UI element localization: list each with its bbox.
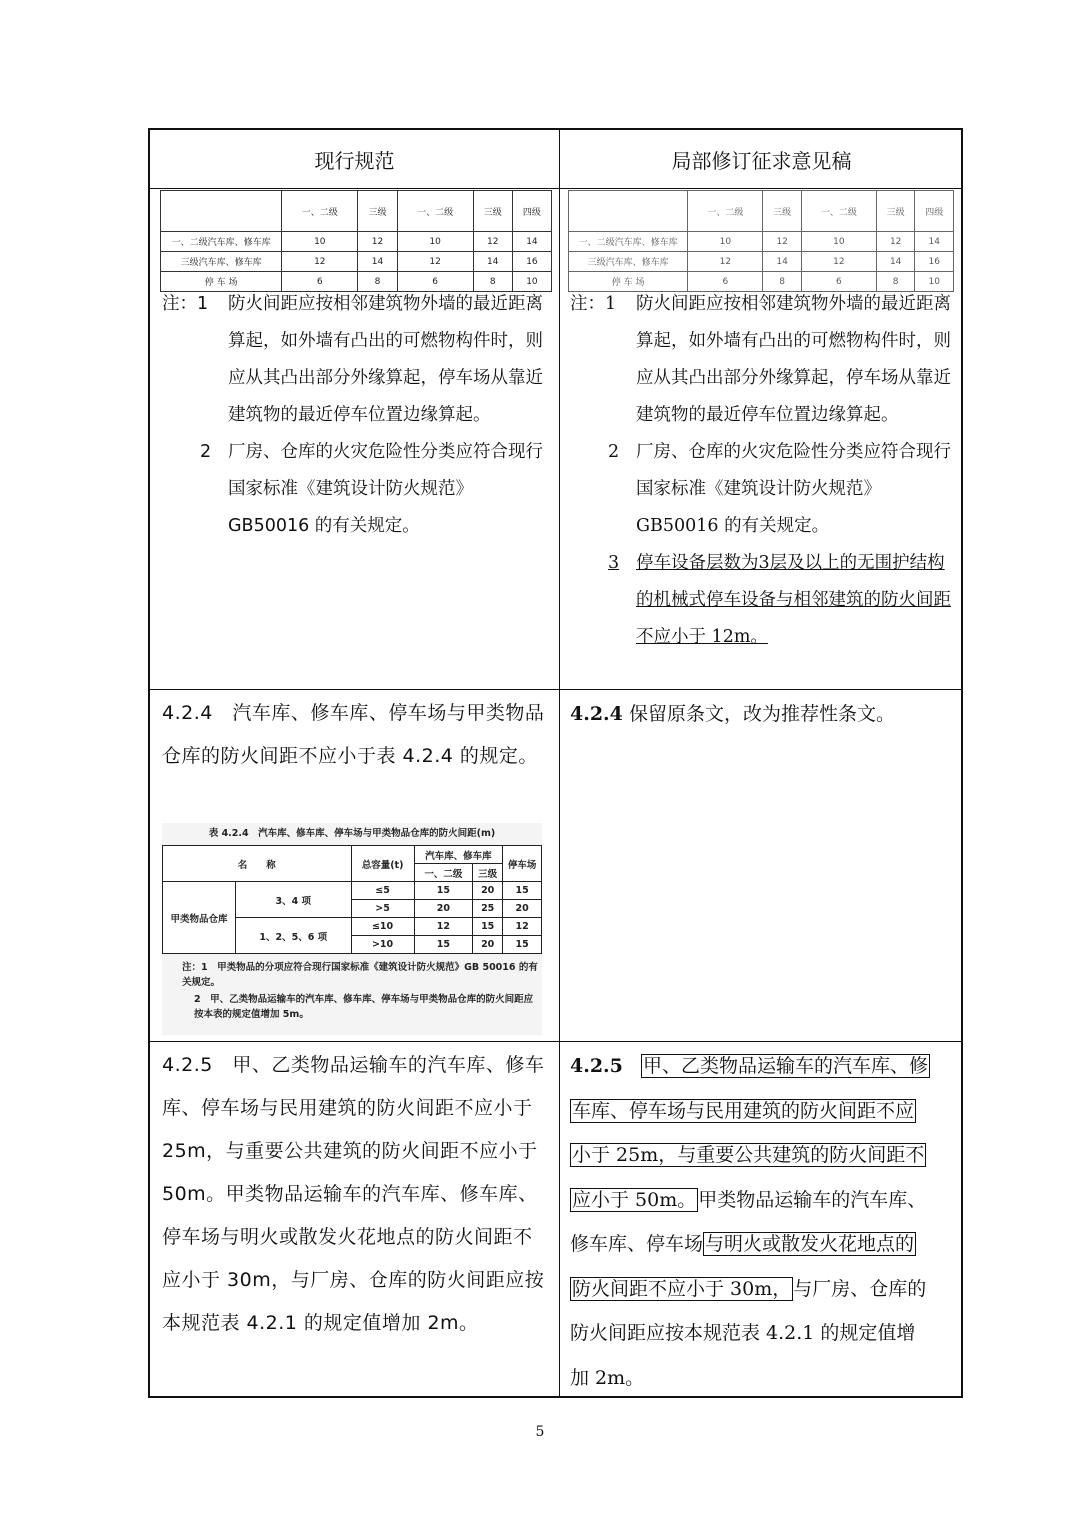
boxed-text: 甲、乙类物品运输车的汽车库、修 <box>643 1055 929 1077</box>
note-2-text: 厂房、仓库的火灾危险性分类应符合现行国家标准《建筑设计防火规范》GB50016 的有关规定。 <box>636 442 951 536</box>
col-garage: 汽车库、修车库 <box>414 846 503 864</box>
table-cell: 10 <box>801 232 876 252</box>
table-cell: 10 <box>512 272 551 292</box>
table-row <box>161 252 552 272</box>
table-cell: 6 <box>397 272 473 292</box>
table-header-cell: 一、二级 <box>397 191 473 232</box>
table-cell: 10 <box>915 272 954 292</box>
note-3-text-added: 停车设备层数为3层及以上的无围护结构的机械式停车设备与相邻建筑的防火间距不应小于 12m。 <box>636 553 951 647</box>
table-cell: 12 <box>763 232 802 252</box>
table-cell: 三级汽车库、修车库 <box>161 252 282 272</box>
clause-number: 4.2.5 <box>570 1055 623 1077</box>
note-1-text: 防火间距应按相邻建筑物外墙的最近距离算起，如外墙有凸出的可燃物构件时，则应从其凸出部分外缘算起，停车场从靠近建筑物的最近停车位置边缘算起。 <box>636 294 951 425</box>
table-cell: 12 <box>414 918 473 936</box>
table-header-cell: 一、二级 <box>282 191 358 232</box>
clause-text: 甲类物品运输车的汽车库、 <box>698 1188 927 1211</box>
table-cell: ≤10 <box>351 918 414 936</box>
note-2-text: 厂房、仓库的火灾危险性分类应符合现行国家标准《建筑设计防火规范》GB50016 的有关规定。 <box>228 442 543 536</box>
table-cell: 12 <box>801 252 876 272</box>
table-header-cell: 三级 <box>876 191 915 232</box>
comparison-table <box>148 128 963 1398</box>
notes-current <box>162 286 552 545</box>
table-cell: 12 <box>473 232 512 252</box>
table-header-cell <box>569 191 688 232</box>
table-cell: 15 <box>503 936 542 954</box>
table-cell: 25 <box>473 900 503 918</box>
clause-text: 加 2m。 <box>570 1366 645 1389</box>
table-footnote-2: 2 甲、乙类物品运输车的汽车库、修车库、停车场与甲类物品仓库的防火间距应按本表的规定值增加 5m。 <box>194 994 534 1020</box>
table-cell: 20 <box>414 900 473 918</box>
table-cell: 12 <box>688 252 763 272</box>
notes-revision <box>570 286 956 656</box>
table-cell: 20 <box>473 936 503 954</box>
table-header-cell: 四级 <box>512 191 551 232</box>
table-cell: 一、二级汽车库、修车库 <box>161 232 282 252</box>
boxed-text: 与明火或散发火花地点的 <box>705 1233 915 1255</box>
table-cell: 10 <box>397 232 473 252</box>
table-cell: 14 <box>763 252 802 272</box>
table-cell: 15 <box>414 936 473 954</box>
table-cell: 停 车 场 <box>569 272 688 292</box>
table-cell: 14 <box>876 252 915 272</box>
table-title: 表 4.2.4 汽车库、修车库、停车场与甲类物品仓库的防火间距(m) <box>208 828 496 839</box>
table-cell: >10 <box>351 936 414 954</box>
table-cell: 20 <box>473 882 503 900</box>
distance-table-current <box>160 190 552 292</box>
table-row <box>161 232 552 252</box>
clause-4-2-5-current: 4.2.5 甲、乙类物品运输车的汽车库、修车库、停车场与民用建筑的防火间距不应小于 25m，与重要公共建筑的防火间距不应小于 50m。甲类物品运输车的汽车库、修车库、停车场与明火或散发火花地点的防火间距不应小于 30m，与厂房、仓库的防火间距应按本规范表 4.2.1 的规定值增加 2m。 <box>162 1054 545 1334</box>
table-cell: 停 车 场 <box>161 272 282 292</box>
table-4-2-4-image <box>162 823 542 1035</box>
clause-4-2-4-revision <box>560 692 963 737</box>
row-divider <box>150 689 961 690</box>
header-current-code: 现行规范 <box>314 148 395 173</box>
boxed-text: 车库、停车场与民用建筑的防火间距不应 <box>572 1099 915 1122</box>
sub-group-label: 3、4 项 <box>236 882 352 918</box>
table-cell: 一、二级汽车库、修车库 <box>569 232 688 252</box>
table-cell: 10 <box>282 232 358 252</box>
table-header-cell: 一、二级 <box>688 191 763 232</box>
table-cell: >5 <box>351 900 414 918</box>
clause-text: 与厂房、仓库的 <box>793 1277 927 1300</box>
distance-table-revision <box>568 190 954 292</box>
header-divider <box>150 188 961 189</box>
boxed-text: 小于 25m，与重要公共建筑的防火间距不 <box>572 1144 925 1166</box>
header-revision-draft: 局部修订征求意见稿 <box>671 148 852 173</box>
note-prefix: 注：1 <box>162 294 209 314</box>
table-cell: 10 <box>688 232 763 252</box>
table-header-cell: 三级 <box>358 191 397 232</box>
note-2-number: 2 <box>608 442 620 462</box>
col-parking: 停车场 <box>503 846 542 882</box>
table-cell: 15 <box>414 882 473 900</box>
clause-4-2-4-current: 4.2.4 汽车库、修车库、停车场与甲类物品仓库的防火间距不应小于表 4.2.4 的规定。 <box>162 702 545 767</box>
table-cell: 三级汽车库、修车库 <box>569 252 688 272</box>
table-cell: 12 <box>282 252 358 272</box>
clause-text: 保留原条文，改为推荐性条文。 <box>628 703 895 725</box>
table-cell: 16 <box>512 252 551 272</box>
clause-text: 防火间距应按本规范表 4.2.1 的规定值增 <box>570 1322 916 1344</box>
table-cell: 6 <box>688 272 763 292</box>
table-row <box>569 252 954 272</box>
boxed-text: 防火间距不应小于 30m， <box>572 1277 792 1300</box>
table-cell: 15 <box>503 882 542 900</box>
table-cell: 14 <box>915 232 954 252</box>
table-cell: 12 <box>503 918 542 936</box>
table-cell: 8 <box>358 272 397 292</box>
clause-text: 修车库、停车场 <box>570 1233 704 1255</box>
table-cell: 16 <box>915 252 954 272</box>
clause-4-2-5-revision <box>560 1044 963 1400</box>
sub-group-label: 1、2、5、6 项 <box>236 918 352 954</box>
table-cell: 14 <box>473 252 512 272</box>
table-cell: 6 <box>282 272 358 292</box>
col-grade-1-2: 一、二级 <box>414 864 473 882</box>
note-prefix: 注：1 <box>570 294 617 314</box>
table-cell: 8 <box>473 272 512 292</box>
table-4-2-4 <box>162 845 542 954</box>
note-3-number: 3 <box>608 553 620 573</box>
table-cell: 20 <box>503 900 542 918</box>
table-cell: 8 <box>763 272 802 292</box>
table-cell: ≤5 <box>351 882 414 900</box>
page-number: 5 <box>535 1424 545 1440</box>
table-header-cell: 四级 <box>915 191 954 232</box>
row-divider <box>150 1041 961 1042</box>
table-header-cell: 一、二级 <box>801 191 876 232</box>
table-cell: 12 <box>876 232 915 252</box>
table-footnote-1: 注：1 甲类物品的分项应符合现行国家标准《建筑设计防火规范》GB 50016 的有关规定。 <box>182 962 538 988</box>
table-cell: 12 <box>397 252 473 272</box>
col-name: 名 称 <box>163 846 352 882</box>
table-cell: 12 <box>358 232 397 252</box>
table-cell: 14 <box>512 232 551 252</box>
clause-number: 4.2.4 <box>570 703 623 725</box>
table-header-cell <box>161 191 282 232</box>
boxed-text: 应小于 50m。 <box>572 1188 697 1211</box>
group-label: 甲类物品仓库 <box>163 882 236 954</box>
table-header-cell: 三级 <box>763 191 802 232</box>
table-cell: 15 <box>473 918 503 936</box>
table-header-cell: 三级 <box>473 191 512 232</box>
table-cell: 14 <box>358 252 397 272</box>
note-2-number: 2 <box>200 442 212 462</box>
col-grade-3: 三级 <box>473 864 503 882</box>
table-row <box>569 232 954 252</box>
col-capacity: 总容量(t) <box>351 846 414 882</box>
table-cell: 6 <box>801 272 876 292</box>
table-cell: 8 <box>876 272 915 292</box>
note-1-text: 防火间距应按相邻建筑物外墙的最近距离算起，如外墙有凸出的可燃物构件时，则应从其凸出部分外缘算起，停车场从靠近建筑物的最近停车位置边缘算起。 <box>228 294 543 425</box>
